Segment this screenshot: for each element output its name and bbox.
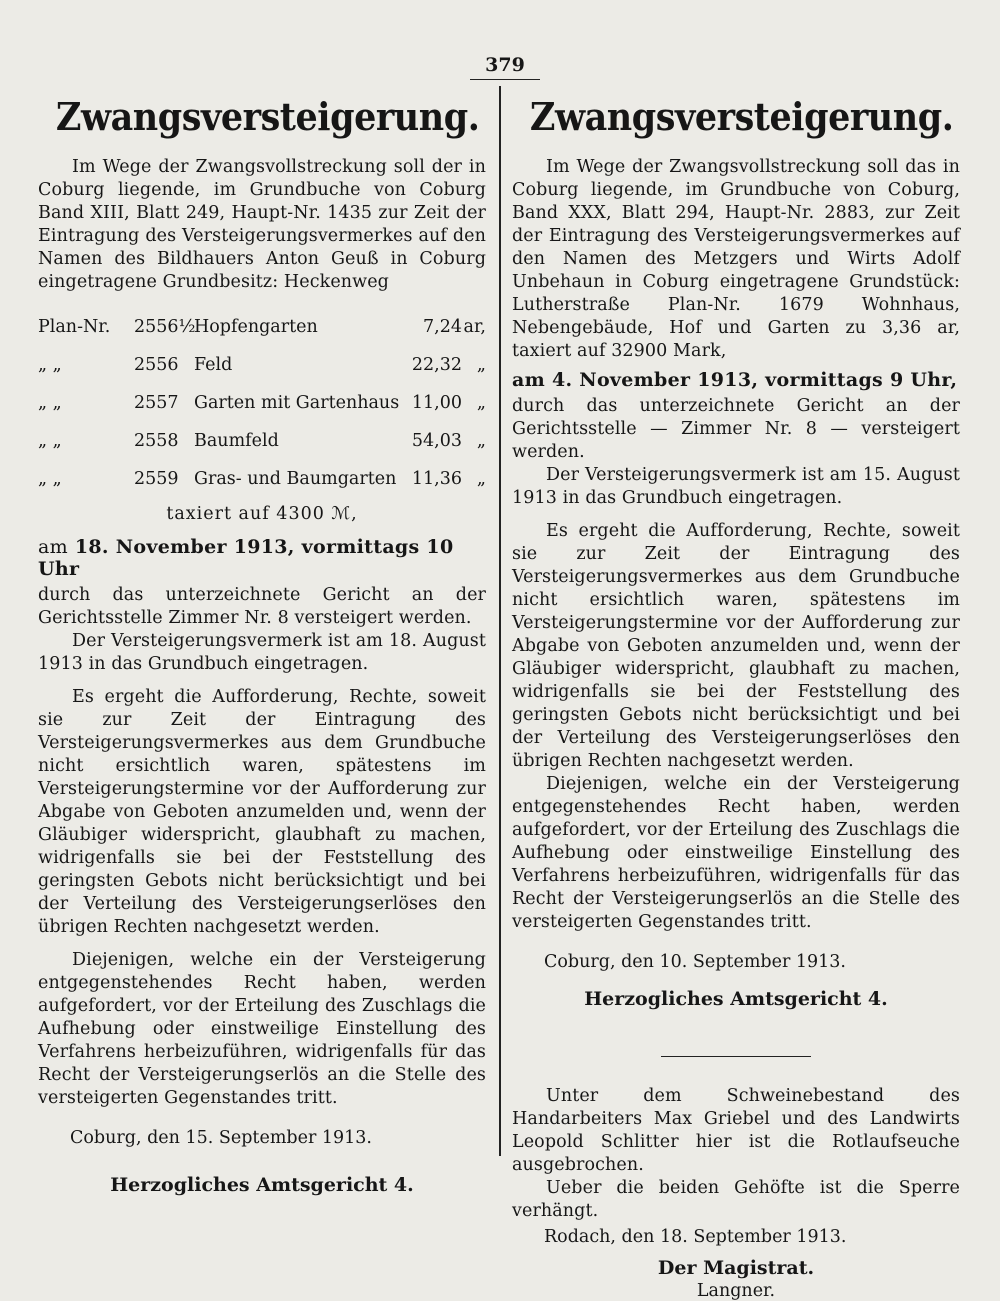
plan-prefix: „ „ [38,392,62,413]
left-court: Herzogliches Amtsgericht 4. [110,1173,414,1196]
right-notice-sperre: Ueber die beiden Gehöfte ist die Sperre verhängt. [512,1177,960,1221]
right-auction-date [512,369,960,391]
left-column [38,96,486,1196]
left-aufforderung: Es ergeht die Aufforderung, Rechte, soweit sie zur Zeit der Eintragung des Versteigerungsvermerkes aus dem Grundbuche nicht ersichtlich waren, spätestens im Versteigerungstermine vor der Aufforderung zur Abgabe von Geboten anzumelden und, wenn der Gläubiger widerspricht, glaubhaft zu machen, widrigenfalls sie bei der Feststellung des geringsten Gebots nicht berücksichtigt und bei der Verteilung des Versteigerungserlöses den übrigen Rechten nachgesetzt werden. [38,686,486,937]
plan-desc: Feld [194,354,233,375]
plan-unit: „ [476,354,486,375]
right-date: 4. November 1913, vormittags 9 Uhr, [551,368,958,391]
plan-number: 2556½ [134,316,196,337]
plan-prefix: „ „ [38,430,62,451]
right-after-date: durch das unterzeichnete Gericht an der Gerichtsstelle — Zimmer Nr. 8 — versteigert werden. [512,395,960,462]
left-headline: Zwangsversteigerung. [55,94,480,139]
left-date: 18. November 1913, vormittags 10 Uhr [38,535,454,580]
plan-desc: Hopfengarten [194,316,318,337]
plan-row [38,422,486,460]
plan-prefix: „ „ [38,468,62,489]
plan-number: 2559 [134,468,179,489]
left-place-date: Coburg, den 15. September 1913. [70,1127,372,1148]
plan-row [38,346,486,384]
plan-area: 11,36 [411,468,462,489]
plan-desc: Garten mit Gartenhaus [194,392,400,413]
right-signature-langner: Langner. [696,1280,776,1301]
left-vermerk: Der Versteigerungsvermerk ist am 18. August 1913 in das Grundbuch eingetragen. [38,630,486,674]
right-column [512,96,960,1301]
plan-number: 2557 [134,392,179,413]
left-taxed: taxiert auf 4300 ℳ, [166,503,358,524]
plan-row [38,384,486,422]
plan-area: 22,32 [411,354,462,375]
right-court: Herzogliches Amtsgericht 4. [584,987,888,1010]
plan-desc: Gras- und Baumgarten [194,468,397,489]
right-notice-place-date: Rodach, den 18. September 1913. [544,1226,847,1247]
plan-area: 11,00 [411,392,462,413]
right-place-date: Coburg, den 10. September 1913. [544,951,846,972]
right-vermerk: Der Versteigerungsvermerk ist am 15. August 1913 in das Grundbuch eingetragen. [512,464,960,508]
left-auction-date [38,536,486,580]
page-number: 379 [470,54,540,80]
right-notice-seuche: Unter dem Schweinebestand des Handarbeiters Max Griebel und des Landwirts Leopold Schlitter hier ist die Rotlaufseuche ausgebrochen. [512,1085,960,1175]
plan-row [38,460,486,498]
plan-unit: ar, [463,316,486,337]
plan-unit: „ [476,392,486,413]
plan-prefix: Plan-Nr. [38,316,111,337]
section-rule [661,1056,811,1057]
plan-area: 7,24 [423,316,462,337]
plan-number: 2556 [134,354,179,375]
plan-prefix: „ „ [38,354,62,375]
right-magistrat: Der Magistrat. [657,1256,815,1279]
right-diejenigen: Diejenigen, welche ein der Versteigerung entgegenstehendes Recht haben, werden aufgefordert, vor der Erteilung des Zuschlags die Aufhebung oder einstweilige Einstellung des Verfahrens herbeizuführen, widrigenfalls für das Recht der Versteigerungserlös an die Stelle des versteigerten Gegenstandes tritt. [512,773,960,932]
plan-row [38,308,486,346]
column-divider [499,86,501,1156]
left-after-date: durch das unterzeichnete Gericht an der Gerichtsstelle Zimmer Nr. 8 versteigert werden. [38,584,486,628]
plan-table [38,308,486,498]
left-date-prefix: am [38,535,68,558]
right-intro: Im Wege der Zwangsvollstreckung soll das in Coburg liegende, im Grundbuche von Coburg, Band XXX, Blatt 294, Haupt-Nr. 2883, zur Zeit der Eintragung des Versteigerungsvermerkes auf den Namen des Metzgers und Wirts Adolf Unbehaun in Coburg eingetragene Grundstück: Lutherstraße Plan-Nr. 1679 Wohnhaus, Nebengebäude, Hof und Garten zu 3,36 ar, taxiert auf 32900 Mark, [512,156,960,361]
plan-desc: Baumfeld [194,430,279,451]
left-intro: Im Wege der Zwangsvollstreckung soll der in Coburg liegende, im Grundbuche von Coburg Band XIII, Blatt 249, Haupt-Nr. 1435 zur Zeit der Eintragung des Versteigerungsvermerkes auf den Namen des Bildhauers Anton Geuß in Coburg eingetragene Grundbesitz: Heckenweg [38,156,486,292]
right-aufforderung: Es ergeht die Aufforderung, Rechte, soweit sie zur Zeit der Eintragung des Versteigerungsvermerkes aus dem Grundbuche nicht ersichtlich waren, spätestens im Versteigerungstermine vor der Aufforderung zur Abgabe von Geboten anzumelden und, wenn der Gläubiger widerspricht, glaubhaft zu machen, widrigenfalls sie bei der Feststellung des geringsten Gebots nicht berücksichtigt und bei der Verteilung des Versteigerungserlöses den übrigen Rechten nachgesetzt werden. [512,520,960,771]
right-date-prefix: am [512,368,546,391]
left-diejenigen: Diejenigen, welche ein der Versteigerung entgegenstehendes Recht haben, werden aufgefordert, vor der Erteilung des Zuschlags die Aufhebung oder einstweilige Einstellung des Verfahrens herbeizuführen, widrigenfalls für das Recht der Versteigerungserlös an die Stelle des versteigerten Gegenstandes tritt. [38,949,486,1108]
plan-unit: „ [476,468,486,489]
right-headline: Zwangsversteigerung. [529,94,954,139]
plan-area: 54,03 [411,430,462,451]
plan-unit: „ [476,430,486,451]
plan-number: 2558 [134,430,179,451]
